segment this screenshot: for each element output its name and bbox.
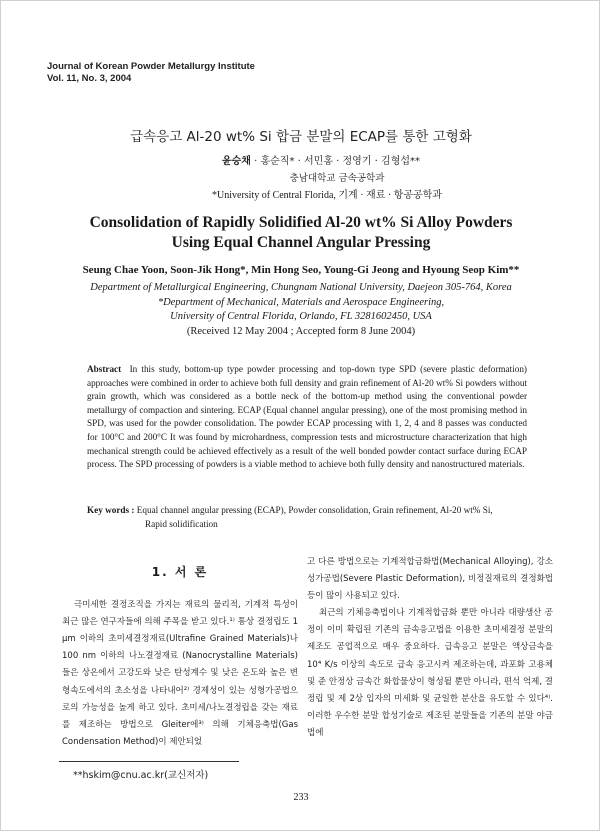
korean-author-main: 윤승채 [221,156,251,167]
keywords-line-2: Rapid solidification [145,519,218,529]
english-author-main: Seung Chae Yoon [82,264,165,276]
english-affiliation-1: Department of Metallurgical Engineering, Chungnam National University, Daejeon 305-764, Korea [90,282,512,293]
korean-affiliation-1: 충남대학교 금속공학과 [289,173,385,184]
english-title-line-2: Using Equal Channel Angular Pressing [171,234,431,251]
korean-authors [21,152,600,167]
journal-name: Journal of Korean Powder Metallurgy Institute [47,61,255,72]
abstract-text: In this study, bottom-up type powder processing and top-down type SPD (severe plastic deformation) approaches were combined in order to achieve both full density and grain refinement of Al-20 wt% Si powders without grain growth, which was considered as a bottle neck of the bottom-up method using the conventional powder metallurgy of compaction and sintering. ECAP (Equal channel angular pressing), one of the most promising method in SPD, was used for the powder consolidation. The powder ECAP processing with 1, 2, 4 and 8 passes was conducted for 100°C and 200°C It was found by microhardness, compression tests and microstructure characterization that high mechanical strength could be achieved effectively as a result of the well bonded powder contact surface during ECAP process. The SPD processing of powders is a viable method to achieve both fully density and nanostructured materials. [87,364,527,470]
abstract-label: Abstract [87,364,122,374]
corresponding-author-footnote: **hskim@cnu.ac.kr(교신저자) [73,770,209,781]
keywords-line-1: Equal channel angular pressing (ECAP), Powder consolidation, Grain refinement, Al-20 wt% Si, [136,505,493,515]
left-column [62,554,298,751]
english-title [1,213,600,253]
keywords-label: Key words : [87,505,135,515]
right-column [307,554,553,742]
english-title-line-1: Consolidation of Rapidly Solidified Al-20 wt% Si Alloy Powders [89,214,513,231]
page-number: 233 [293,792,309,803]
intro-paragraph-left: 극미세한 결정조직을 가지는 재료의 물리적, 기계적 특성이 최근 많은 연구자들에 의해 주목을 받고 있다.¹⁾ 통상 결정립도 1 μm 이하의 초미세결정재료(Ultrafine Grained Materials)나 100 nm 이하의 나노결정재료 (Nanocrystalline Materials)들은 상온에서 고강도와 낮은 탄성계수 및 낮은 온도와 높은 변형속도에서의 초소성을 나타내어²⁾ 경제성이 있는 성형가공법으로의 가능성을 높게 하고 있다. 초미세/나노결정립을 갖는 재료를 제조하는 방법으로 Gleiter에³⁾ 의해 기체응축법(Gas Condensation Method)이 제안되었 [62,600,298,747]
section-title: 1. 서 론 [151,565,209,579]
received-dates: (Received 12 May 2004 ; Accepted form 8 June 2004) [186,326,416,337]
keywords [87,503,527,531]
journal-header [47,61,255,85]
english-affiliations [1,281,600,325]
korean-title: 급속응고 Al-20 wt% Si 합금 분말의 ECAP를 통한 고형화 [130,129,472,145]
abstract [87,363,527,472]
journal-volume: Vol. 11, No. 3, 2004 [47,73,132,84]
english-affiliation-3: University of Central Florida, Orlando, FL 3281602450, USA [170,311,432,322]
intro-paragraph-right-1: 고 다른 방법으로는 기계적합금화법(Mechanical Alloying), 강소성가공법(Severe Plastic Deformation), 비정질재료의 결정화법 등이 많이 사용되고 있다. [307,557,553,602]
english-affiliation-2: *Department of Mechanical, Materials and Aerospace Engineering, [157,296,445,308]
english-authors-rest: , Soon-Jik Hong*, Min Hong Seo, Young-Gi Jeong and Hyoung Seop Kim** [164,264,520,276]
korean-affiliation-2: *University of Central Florida, 기계 · 재료 · 항공공학과 [212,190,442,201]
intro-paragraph-right-2: 최근의 기체응축법이나 기계적합금화 뿐만 아니라 대량생산 공정이 이미 확립된 기존의 금속응고법을 이용한 초미세결정 분말의 제조도 공업적으로 매우 중요하다. 급속응고 분말은 액상금속을 10⁴ K/s 이상의 속도로 급속 응고시켜 제조하는데, 과포화 고용체 및 준 안정상 금속간 화합물상이 형성될 뿐만 아니라, 편석 억제, 결정립 및 제 2상 입자의 미세화 및 균일한 분산을 유도할 수 있다⁴⁾. 이러한 우수한 분말 합성기술로 제조된 분말들을 기존의 분말 야금법에 [307,608,553,738]
english-authors [1,264,600,276]
footnote-divider [59,761,239,762]
korean-authors-rest: · 홍순직* · 서민홍 · 정영기 · 김형섭** [250,156,421,167]
